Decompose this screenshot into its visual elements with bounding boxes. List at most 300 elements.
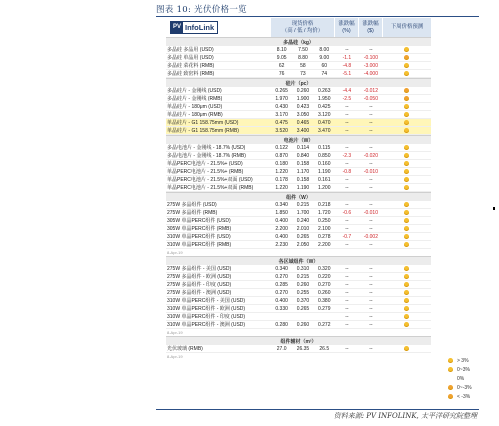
product-name: 275W 多晶组件 (USD) [166, 201, 271, 209]
change-pct: -- [335, 176, 359, 184]
neutral-face-icon [404, 346, 409, 351]
table-row [166, 168, 479, 176]
change-abs: -- [359, 176, 383, 184]
chg-abs-unit: ($) [367, 27, 374, 34]
section-title: 电池片（W） [166, 135, 431, 144]
price-avg: 0.220 [314, 273, 335, 281]
product-name: 多晶硅 单晶用 (USD) [166, 54, 271, 62]
change-pct: -- [335, 111, 359, 119]
infolink-logo [170, 21, 218, 34]
price-low: 0.465 [292, 119, 313, 127]
table-row [166, 184, 479, 192]
table-row [166, 103, 479, 111]
forecast-cell [383, 217, 431, 225]
forecast-cell [383, 273, 431, 281]
legend-label: < -3% [457, 393, 471, 400]
price-high: 0.178 [271, 176, 292, 184]
price-header [271, 18, 335, 37]
chg-abs-label: 涨跌幅 [362, 20, 379, 27]
forecast-cell [383, 95, 431, 103]
up-face-icon [448, 358, 453, 363]
price-low: 26.35 [292, 345, 313, 353]
forecast-cell [383, 168, 431, 176]
price-avg: 0.218 [314, 201, 335, 209]
price-high: 8.10 [271, 46, 292, 54]
change-pct: -2.5 [335, 95, 359, 103]
top-rule [156, 16, 479, 17]
product-name: 单晶硅片 - 180μm (RMB) [166, 111, 271, 119]
change-pct: -2.3 [335, 152, 359, 160]
table-row [166, 345, 479, 353]
forecast-cell [383, 103, 431, 111]
forecast-header [383, 18, 431, 37]
price-high: 9.05 [271, 54, 292, 62]
change-pct: -- [335, 217, 359, 225]
product-name: 310W 单晶PERC组件 - 印度 (USD) [166, 313, 271, 321]
price-avg: 3.120 [314, 111, 335, 119]
section-title: 组件（W） [166, 192, 431, 201]
price-avg: 74 [314, 70, 335, 78]
section-date: 8-Apr-19 [167, 354, 183, 359]
table-row [166, 305, 479, 313]
forecast-cell [383, 241, 431, 249]
table-row [166, 87, 479, 95]
price-high: 76 [271, 70, 292, 78]
product-name: 275W 多晶组件 - 澳洲 (USD) [166, 289, 271, 297]
price-avg: 0.250 [314, 217, 335, 225]
price-avg: 0.320 [314, 265, 335, 273]
change-abs: -- [359, 127, 383, 135]
table-row [166, 152, 479, 160]
price-high: 2.200 [271, 225, 292, 233]
price-low: 1.170 [292, 168, 313, 176]
price-low: 58 [292, 62, 313, 70]
neutral-face-icon [404, 145, 409, 150]
table-row [166, 46, 479, 54]
price-high: 0.400 [271, 217, 292, 225]
change-pct: -- [335, 305, 359, 313]
legend-item [448, 392, 472, 401]
chg-pct-header [335, 18, 359, 37]
price-low: 3.400 [292, 127, 313, 135]
product-name: 单晶硅片 - G1 158.75mm (USD) [166, 119, 271, 127]
change-abs: -- [359, 217, 383, 225]
table-row [166, 127, 479, 135]
legend-label: 0% [457, 375, 465, 382]
forecast-cell [383, 225, 431, 233]
product-name: 310W 单晶PERC组件 (USD) [166, 233, 271, 241]
price-avg: 0.160 [314, 160, 335, 168]
legend-item [448, 374, 472, 383]
change-abs: -- [359, 119, 383, 127]
table-row [166, 241, 479, 249]
table-row [166, 70, 479, 78]
table-row [166, 313, 479, 321]
change-pct: -- [335, 241, 359, 249]
change-abs: -- [359, 281, 383, 289]
neutral-face-icon [404, 322, 409, 327]
change-pct: -4.8 [335, 62, 359, 70]
price-high: 3.170 [271, 111, 292, 119]
price-low: 73 [292, 70, 313, 78]
neutral-face-icon [404, 282, 409, 287]
change-abs: -- [359, 103, 383, 111]
product-name: 310W 单晶PERC组件 - 美国 (USD) [166, 297, 271, 305]
change-abs: -- [359, 241, 383, 249]
change-abs: -- [359, 111, 383, 119]
change-pct: -4.4 [335, 87, 359, 95]
neutral-face-icon [404, 63, 409, 68]
price-avg: 0.115 [314, 144, 335, 152]
price-high: 0.430 [271, 103, 292, 111]
table-row [166, 321, 479, 329]
neutral-face-icon [404, 274, 409, 279]
change-abs: -- [359, 225, 383, 233]
price-high: 0.400 [271, 297, 292, 305]
price-avg: 0.270 [314, 281, 335, 289]
table-row [166, 176, 479, 184]
change-abs: -0.100 [359, 54, 383, 62]
change-abs: -- [359, 289, 383, 297]
forecast-cell [383, 46, 431, 54]
price-avg: 1.720 [314, 209, 335, 217]
neutral-face-icon [404, 177, 409, 182]
price-high: 0.270 [271, 289, 292, 297]
change-abs: -- [359, 345, 383, 353]
change-pct: -- [335, 313, 359, 321]
price-avg: 0.279 [314, 305, 335, 313]
table-row [166, 265, 479, 273]
table-row [166, 233, 479, 241]
legend-item [448, 383, 472, 392]
price-high: 0.180 [271, 160, 292, 168]
price-avg: 1.950 [314, 95, 335, 103]
price-sub: （高 / 低 / 均价） [281, 27, 324, 34]
change-abs: -4.000 [359, 70, 383, 78]
price-low: 0.265 [292, 305, 313, 313]
product-name: 310W 单晶PERC组件 - 欧洲 (USD) [166, 305, 271, 313]
legend-label: > 3% [457, 357, 469, 364]
price-high: 27.0 [271, 345, 292, 353]
change-pct: -- [335, 345, 359, 353]
change-abs: -0.002 [359, 233, 383, 241]
neutral-face-icon [404, 218, 409, 223]
legend-label: 0~3% [457, 366, 470, 373]
neutral-face-icon [404, 120, 409, 125]
forecast-cell [383, 297, 431, 305]
neutral-face-icon [404, 185, 409, 190]
table-row [166, 217, 479, 225]
table-row [166, 95, 479, 103]
price-avg: 0.470 [314, 119, 335, 127]
change-pct: -0.8 [335, 168, 359, 176]
price-high: 3.520 [271, 127, 292, 135]
change-abs: -- [359, 321, 383, 329]
price-low: 0.310 [292, 265, 313, 273]
price-avg: 26.5 [314, 345, 335, 353]
forecast-cell [383, 305, 431, 313]
price-high [271, 313, 292, 321]
price-avg: 0.278 [314, 233, 335, 241]
section-title: 多晶硅（kg） [166, 37, 431, 46]
legend-label: 0~-3% [457, 384, 472, 391]
price-low: 0.158 [292, 160, 313, 168]
price-avg: 1.190 [314, 168, 335, 176]
table-row [166, 119, 479, 127]
neutral-face-icon [404, 298, 409, 303]
price-high: 0.475 [271, 119, 292, 127]
change-abs: -- [359, 46, 383, 54]
chg-pct-unit: (%) [342, 27, 351, 34]
change-pct: -- [335, 273, 359, 281]
neutral-face-icon [404, 202, 409, 207]
price-table [166, 18, 479, 360]
neutral-face-icon [404, 153, 409, 158]
price-low: 0.158 [292, 176, 313, 184]
neutral-face-icon [404, 306, 409, 311]
forecast-cell [383, 70, 431, 78]
product-name: 305W 单晶PERC组件 (USD) [166, 217, 271, 225]
product-name: 单晶PERC电池片 - 21.5%+ (RMB) [166, 168, 271, 176]
price-high: 1.970 [271, 95, 292, 103]
price-low: 2.050 [292, 241, 313, 249]
product-name: 310W 单晶PERC组件 - 澳洲 (USD) [166, 321, 271, 329]
price-avg: 60 [314, 62, 335, 70]
price-avg: 0.380 [314, 297, 335, 305]
forecast-cell [383, 201, 431, 209]
forecast-legend [448, 356, 472, 401]
table-row [166, 289, 479, 297]
forecast-cell [383, 209, 431, 217]
change-abs: -- [359, 265, 383, 273]
price-high: 0.870 [271, 152, 292, 160]
change-pct: -- [335, 160, 359, 168]
table-row [166, 281, 479, 289]
price-low: 8.80 [292, 54, 313, 62]
price-low: 1.900 [292, 95, 313, 103]
neutral-face-icon [404, 314, 409, 319]
price-low: 7.50 [292, 46, 313, 54]
price-low: 0.255 [292, 289, 313, 297]
figure-title: 图表 10: 光伏价格一览 [156, 5, 247, 15]
price-high: 0.400 [271, 233, 292, 241]
change-pct: -- [335, 184, 359, 192]
edge-marker [493, 207, 495, 210]
forecast-cell [383, 313, 431, 321]
change-abs: -- [359, 313, 383, 321]
change-pct: -- [335, 281, 359, 289]
logo-mark: PV [171, 22, 183, 33]
change-abs: -- [359, 201, 383, 209]
change-pct: -0.7 [335, 233, 359, 241]
neutral-face-icon [404, 290, 409, 295]
table-row [166, 54, 479, 62]
product-name: 多晶硅片 - 金刚线 (USD) [166, 87, 271, 95]
product-name: 275W 多晶组件 - 美国 (USD) [166, 265, 271, 273]
neutral-face-icon [404, 266, 409, 271]
change-abs: -0.020 [359, 152, 383, 160]
product-name: 275W 多晶组件 - 欧洲 (USD) [166, 273, 271, 281]
neutral-face-icon [404, 226, 409, 231]
product-name: 275W 多晶组件 - 印度 (USD) [166, 281, 271, 289]
neutral-face-icon [404, 169, 409, 174]
forecast-cell [383, 152, 431, 160]
product-name: 多晶电池片 - 金刚线 - 18.7% (USD) [166, 144, 271, 152]
table-row [166, 62, 479, 70]
forecast-cell [383, 62, 431, 70]
forecast-cell [383, 184, 431, 192]
price-low: 3.050 [292, 111, 313, 119]
forecast-cell [383, 119, 431, 127]
down-face-icon [448, 394, 453, 399]
change-abs: -0.010 [359, 209, 383, 217]
price-low: 2.010 [292, 225, 313, 233]
table-row [166, 225, 479, 233]
price-avg: 0.263 [314, 87, 335, 95]
change-pct: -- [335, 321, 359, 329]
table-row [166, 144, 479, 152]
neutral-face-icon [404, 104, 409, 109]
product-name: 多晶硅 致密料 (RMB) [166, 70, 271, 78]
forecast-cell [383, 54, 431, 62]
forecast-cell [383, 111, 431, 119]
table-row [166, 201, 479, 209]
forecast-cell [383, 289, 431, 297]
product-name: 305W 单晶PERC组件 (RMB) [166, 225, 271, 233]
forecast-cell [383, 144, 431, 152]
neutral-face-icon [404, 112, 409, 117]
change-abs: -3.000 [359, 62, 383, 70]
price-low: 1.700 [292, 209, 313, 217]
price-avg: 2.200 [314, 241, 335, 249]
change-abs: -0.010 [359, 168, 383, 176]
chg-abs-header [359, 18, 383, 37]
product-name: 多晶硅片 - 金刚线 (RMB) [166, 95, 271, 103]
price-avg: 0.272 [314, 321, 335, 329]
price-high: 0.340 [271, 265, 292, 273]
price-high: 2.230 [271, 241, 292, 249]
forecast-cell [383, 321, 431, 329]
logo-text: InfoLink [185, 23, 215, 32]
forecast-cell [383, 281, 431, 289]
product-name: 单晶硅片 - G1 158.75mm (RMB) [166, 127, 271, 135]
change-abs: -0.012 [359, 87, 383, 95]
neutral-face-icon [404, 71, 409, 76]
price-low: 0.215 [292, 273, 313, 281]
price-low: 0.240 [292, 217, 313, 225]
price-avg: 3.470 [314, 127, 335, 135]
price-high: 1.220 [271, 184, 292, 192]
change-abs: -- [359, 305, 383, 313]
change-pct: -- [335, 265, 359, 273]
section-title: 硅片（pc） [166, 78, 431, 87]
change-pct: -- [335, 297, 359, 305]
change-abs: -0.050 [359, 95, 383, 103]
change-pct: -- [335, 201, 359, 209]
price-high: 0.330 [271, 305, 292, 313]
change-pct: -- [335, 144, 359, 152]
figure-source: 资料来源: PV INFOLINK, 太平洋研究院整理 [333, 412, 477, 420]
product-name: 275W 多晶组件 (RMB) [166, 209, 271, 217]
price-high: 0.270 [271, 273, 292, 281]
price-low: 0.423 [292, 103, 313, 111]
change-abs: -- [359, 297, 383, 305]
product-name: 单晶PERC电池片 - 21.5%+双面 (USD) [166, 176, 271, 184]
price-low: 0.370 [292, 297, 313, 305]
price-avg: 0.260 [314, 289, 335, 297]
change-pct: -1.1 [335, 54, 359, 62]
slight-down-face-icon [448, 385, 453, 390]
product-name: 310W 单晶PERC组件 (RMB) [166, 241, 271, 249]
neutral-face-icon [404, 242, 409, 247]
price-low [292, 313, 313, 321]
neutral-face-icon [404, 161, 409, 166]
change-abs: -- [359, 160, 383, 168]
price-avg: 0.850 [314, 152, 335, 160]
price-high: 0.280 [271, 321, 292, 329]
price-avg: 2.100 [314, 225, 335, 233]
product-name: 多晶硅 菜花料 (RMB) [166, 62, 271, 70]
change-pct: -- [335, 119, 359, 127]
section-date: 8-Apr-19 [167, 330, 183, 335]
change-abs: -- [359, 184, 383, 192]
product-name: 单晶PERC电池片 - 21.5%+ (USD) [166, 160, 271, 168]
chg-pct-label: 涨跌幅 [338, 20, 355, 27]
product-name: 光伏玻璃 (RMB) [166, 345, 271, 353]
table-row [166, 209, 479, 217]
price-low: 0.114 [292, 144, 313, 152]
change-pct: -- [335, 103, 359, 111]
price-high: 0.122 [271, 144, 292, 152]
product-name: 多晶电池片 - 金刚线 - 18.7% (RMB) [166, 152, 271, 160]
forecast-cell [383, 265, 431, 273]
forecast-label: 下周价格预测 [390, 24, 424, 30]
price-high: 1.220 [271, 168, 292, 176]
section-date: 8-Apr-19 [167, 250, 183, 255]
section-title: 各区域组件（W） [166, 256, 431, 265]
change-pct: -- [335, 46, 359, 54]
neutral-face-icon [404, 234, 409, 239]
legend-item [448, 365, 472, 374]
price-avg: 9.00 [314, 54, 335, 62]
change-pct: -- [335, 225, 359, 233]
change-abs: -- [359, 273, 383, 281]
neutral-face-icon [404, 128, 409, 133]
forecast-cell [383, 345, 431, 353]
table-row [166, 297, 479, 305]
slight-down-face-icon [404, 96, 409, 101]
forecast-cell [383, 87, 431, 95]
price-low: 0.260 [292, 87, 313, 95]
change-pct: -5.1 [335, 70, 359, 78]
section-title: 组件辅材（m²） [166, 336, 431, 345]
forecast-cell [383, 127, 431, 135]
price-high: 0.285 [271, 281, 292, 289]
neutral-face-icon [404, 210, 409, 215]
slight-down-face-icon [404, 55, 409, 60]
price-high: 1.850 [271, 209, 292, 217]
change-pct: -- [335, 289, 359, 297]
price-avg: 0.161 [314, 176, 335, 184]
price-label: 现货价格 [291, 20, 314, 27]
price-low: 0.215 [292, 201, 313, 209]
slight-up-face-icon [448, 367, 453, 372]
product-name: 单晶PERC电池片 - 21.5%+双面 (RMB) [166, 184, 271, 192]
table-row [166, 111, 479, 119]
product-name: 单晶硅片 - 180μm (USD) [166, 103, 271, 111]
slight-down-face-icon [404, 88, 409, 93]
price-low: 0.260 [292, 281, 313, 289]
